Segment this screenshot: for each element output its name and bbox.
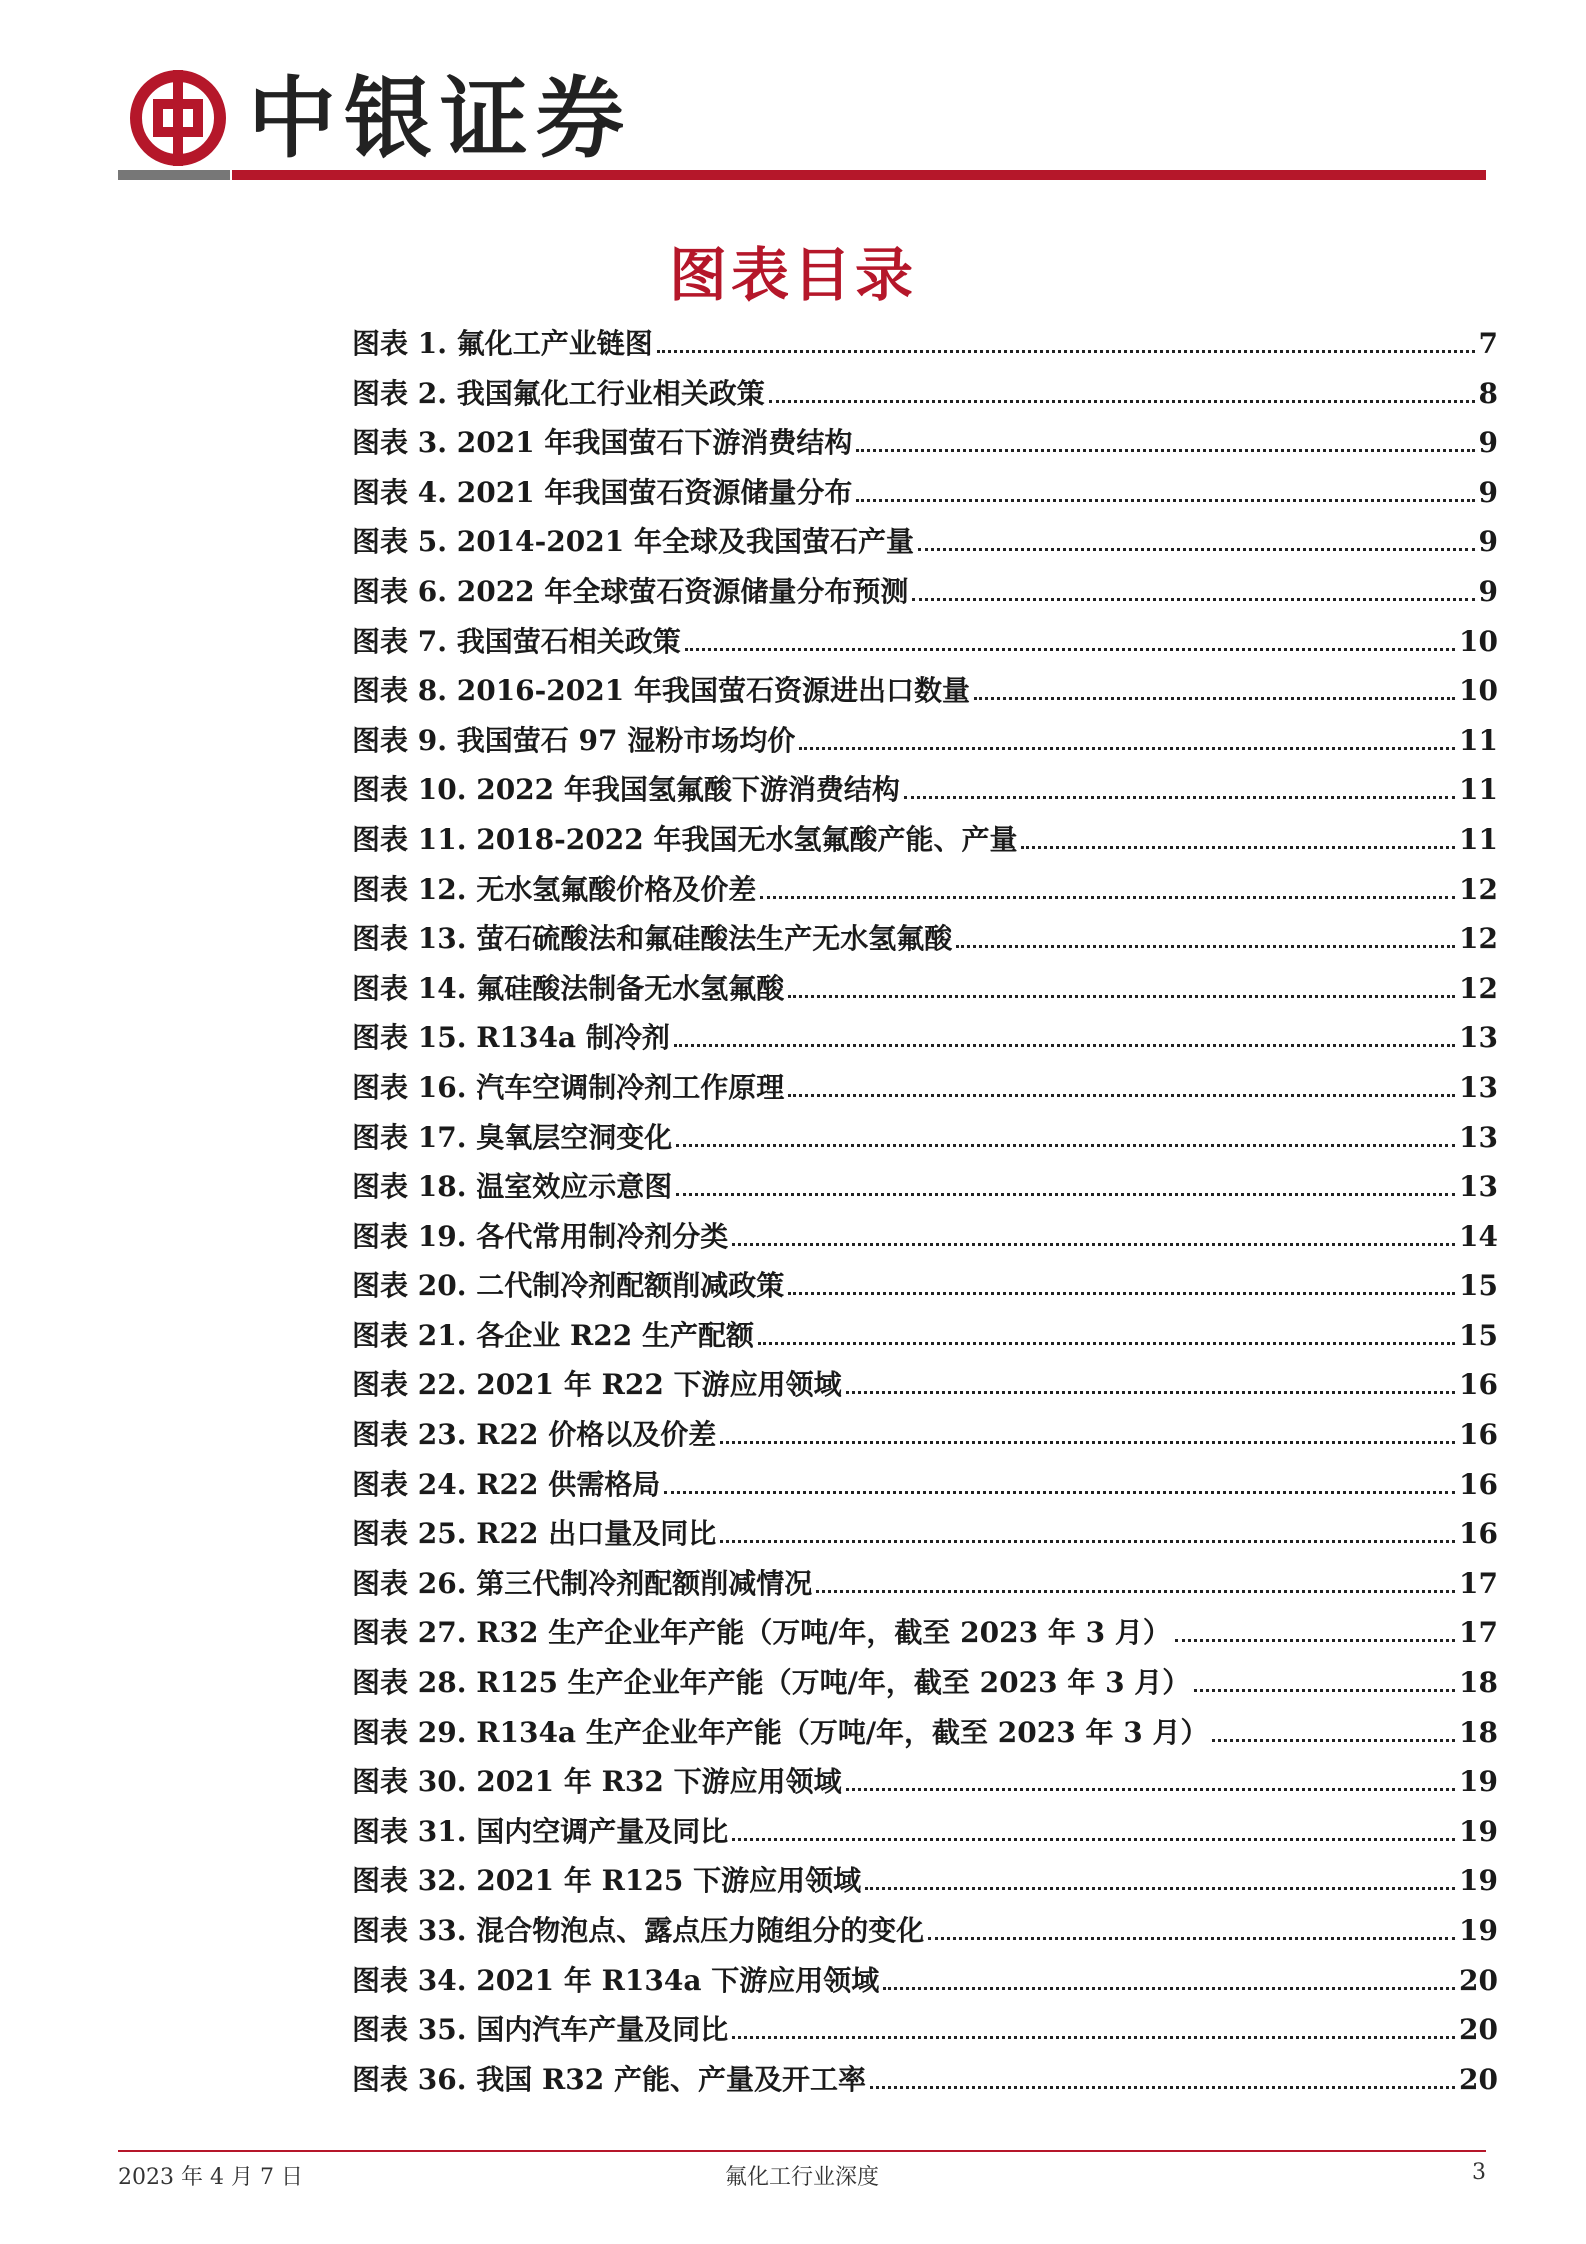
toc-leader-dots: [918, 548, 1475, 551]
toc-leader-dots: [720, 1540, 1455, 1543]
toc-entry-label: 图表 30. 2021 年 R32 下游应用领域: [352, 1765, 842, 1799]
toc-leader-dots: [1021, 846, 1455, 849]
toc-entry-label: 图表 14. 氟硅酸法制备无水氢氟酸: [352, 971, 785, 1005]
toc-entry[interactable]: [352, 471, 1498, 521]
toc-entry[interactable]: [352, 1562, 1498, 1612]
toc-entry-label: 图表 4. 2021 年我国萤石资源储量分布: [352, 475, 853, 509]
toc-entry-label: 图表 23. R22 价格以及价差: [352, 1418, 717, 1452]
header-rule-red: [232, 170, 1486, 180]
toc-entry-page: 17: [1459, 1566, 1498, 1600]
toc-entry[interactable]: [352, 1760, 1498, 1810]
toc-entry[interactable]: [352, 2058, 1498, 2108]
toc-leader-dots: [1212, 1739, 1455, 1742]
toc-entry-label: 图表 18. 温室效应示意图: [352, 1170, 673, 1204]
page-number: 3: [1472, 2160, 1486, 2185]
toc-leader-dots: [769, 400, 1475, 403]
toc-entry[interactable]: [352, 2008, 1498, 2058]
toc-entry[interactable]: [352, 669, 1498, 719]
toc-entry-label: 图表 22. 2021 年 R22 下游应用领域: [352, 1368, 842, 1402]
toc-leader-dots: [974, 697, 1455, 700]
toc-entry[interactable]: [352, 520, 1498, 570]
toc-entry-label: 图表 9. 我国萤石 97 湿粉市场均价: [352, 723, 796, 757]
toc-entry[interactable]: [352, 1611, 1498, 1661]
toc-entry-page: 13: [1459, 1170, 1498, 1204]
toc-entry-page: 16: [1459, 1418, 1498, 1452]
toc-entry-label: 图表 1. 氟化工产业链图: [352, 327, 653, 360]
toc-entry[interactable]: [352, 372, 1498, 422]
toc-entry-page: 19: [1459, 1814, 1498, 1848]
toc-leader-dots: [685, 648, 1455, 651]
toc-entry-label: 图表 20. 二代制冷剂配额削减政策: [352, 1269, 785, 1303]
toc-entry[interactable]: [352, 1909, 1498, 1959]
toc-entry-label: 图表 24. R22 供需格局: [352, 1467, 661, 1501]
report-date: 2023 年 4 月 7 日: [118, 2165, 303, 2190]
toc-leader-dots: [788, 995, 1455, 998]
toc-leader-dots: [760, 896, 1455, 899]
toc-entry-page: 12: [1459, 872, 1498, 906]
toc-entry-label: 图表 33. 混合物泡点、露点压力随组分的变化: [352, 1914, 925, 1947]
toc-leader-dots: [856, 449, 1474, 452]
toc-entry[interactable]: [352, 570, 1498, 620]
toc-entry[interactable]: [352, 1959, 1498, 2009]
toc-entry-label: 图表 35. 国内汽车产量及同比: [352, 2013, 729, 2047]
toc-entry[interactable]: [352, 1512, 1498, 1562]
toc-entry-page: 10: [1459, 624, 1498, 658]
toc-entry-page: 20: [1459, 2062, 1498, 2096]
toc-entry[interactable]: [352, 1165, 1498, 1215]
toc-entry-page: 16: [1459, 1368, 1498, 1402]
toc-entry[interactable]: [352, 620, 1498, 670]
toc-leader-dots: [657, 350, 1475, 353]
toc-leader-dots: [846, 1788, 1455, 1791]
toc-entry-page: 11: [1459, 822, 1498, 856]
toc-entry-page: 10: [1459, 674, 1498, 708]
bank-of-china-logo-icon: [128, 68, 228, 168]
toc-entry-page: 20: [1459, 2013, 1498, 2047]
toc-leader-dots: [846, 1391, 1455, 1394]
toc-leader-dots: [865, 1887, 1455, 1890]
toc-entry-page: 9: [1478, 426, 1498, 460]
footer-rule: [118, 2150, 1486, 2152]
toc-entry-label: 图表 16. 汽车空调制冷剂工作原理: [352, 1070, 785, 1104]
toc-entry[interactable]: [352, 1810, 1498, 1860]
toc-entry-label: 图表 27. R32 生产企业年产能（万吨/年，截至 2023 年 3 月）: [352, 1616, 1171, 1650]
toc-entry[interactable]: [352, 1661, 1498, 1711]
page-title: 图表目录: [668, 241, 917, 309]
toc-entry-page: 17: [1459, 1616, 1498, 1650]
toc-entry-page: 19: [1459, 1914, 1498, 1947]
toc-entry[interactable]: [352, 1463, 1498, 1513]
toc-entry-page: 13: [1459, 1070, 1498, 1104]
toc-entry-label: 图表 11. 2018-2022 年我国无水氢氟酸产能、产量: [352, 822, 1018, 856]
toc-entry[interactable]: [352, 1016, 1498, 1066]
toc-entry[interactable]: [352, 1116, 1498, 1166]
toc-leader-dots: [1175, 1639, 1455, 1642]
toc-entry[interactable]: [352, 768, 1498, 818]
table-of-contents: [352, 322, 1498, 2107]
toc-entry-page: 13: [1459, 1021, 1498, 1055]
toc-entry[interactable]: [352, 917, 1498, 967]
toc-entry-label: 图表 25. R22 出口量及同比: [352, 1517, 717, 1551]
toc-entry-page: 11: [1459, 773, 1498, 807]
toc-entry-label: 图表 19. 各代常用制冷剂分类: [352, 1219, 729, 1253]
toc-entry-label: 图表 21. 各企业 R22 生产配额: [352, 1318, 754, 1352]
toc-entry-page: 19: [1459, 1765, 1498, 1799]
toc-entry-page: 9: [1478, 574, 1498, 608]
toc-entry-page: 9: [1478, 525, 1498, 559]
toc-leader-dots: [732, 1838, 1455, 1841]
toc-entry-page: 8: [1478, 376, 1498, 410]
toc-entry-label: 图表 6. 2022 年全球萤石资源储量分布预测: [352, 574, 909, 608]
toc-leader-dots: [664, 1491, 1455, 1494]
toc-leader-dots: [912, 598, 1474, 601]
toc-entry[interactable]: [352, 967, 1498, 1017]
toc-entry-label: 图表 12. 无水氢氟酸价格及价差: [352, 872, 757, 906]
toc-entry[interactable]: [352, 1215, 1498, 1265]
toc-leader-dots: [928, 1937, 1455, 1940]
toc-entry-label: 图表 15. R134a 制冷剂: [352, 1021, 670, 1055]
page-header: [118, 54, 1486, 184]
toc-leader-dots: [883, 1987, 1455, 1990]
toc-entry-label: 图表 28. R125 生产企业年产能（万吨/年，截至 2023 年 3 月）: [352, 1666, 1191, 1700]
toc-entry-page: 18: [1459, 1666, 1498, 1700]
toc-leader-dots: [676, 1144, 1455, 1147]
toc-entry-page: 12: [1459, 922, 1498, 956]
toc-entry[interactable]: [352, 1859, 1498, 1909]
toc-entry-page: 18: [1459, 1715, 1498, 1749]
toc-entry[interactable]: [352, 421, 1498, 471]
toc-leader-dots: [816, 1590, 1455, 1593]
toc-entry[interactable]: [352, 322, 1498, 372]
toc-entry-page: 15: [1459, 1269, 1498, 1303]
toc-leader-dots: [1194, 1689, 1455, 1692]
toc-entry-label: 图表 32. 2021 年 R125 下游应用领域: [352, 1864, 862, 1898]
toc-entry-label: 图表 31. 国内空调产量及同比: [352, 1814, 729, 1848]
toc-entry[interactable]: [352, 1066, 1498, 1116]
toc-entry-label: 图表 7. 我国萤石相关政策: [352, 624, 681, 658]
toc-entry-label: 图表 3. 2021 年我国萤石下游消费结构: [352, 426, 853, 460]
toc-leader-dots: [676, 1193, 1455, 1196]
toc-entry[interactable]: [352, 719, 1498, 769]
toc-entry-page: 7: [1478, 327, 1498, 360]
toc-entry-page: 19: [1459, 1864, 1498, 1898]
toc-entry[interactable]: [352, 1314, 1498, 1364]
toc-leader-dots: [856, 499, 1474, 502]
toc-entry[interactable]: [352, 1711, 1498, 1761]
toc-entry[interactable]: [352, 818, 1498, 868]
report-topic: 氟化工行业深度: [724, 2165, 879, 2190]
toc-entry-page: 16: [1459, 1517, 1498, 1551]
header-rule-gray: [118, 170, 230, 180]
toc-leader-dots: [799, 747, 1455, 750]
toc-leader-dots: [956, 945, 1455, 948]
toc-leader-dots: [732, 1243, 1455, 1246]
toc-entry-label: 图表 26. 第三代制冷剂配额削减情况: [352, 1566, 813, 1600]
toc-entry-page: 15: [1459, 1318, 1498, 1352]
toc-leader-dots: [870, 2086, 1455, 2089]
toc-entry-page: 13: [1459, 1120, 1498, 1154]
toc-entry[interactable]: [352, 1264, 1498, 1314]
page-footer: [118, 2160, 1486, 2200]
toc-leader-dots: [904, 796, 1455, 799]
toc-entry-label: 图表 10. 2022 年我国氢氟酸下游消费结构: [352, 773, 900, 807]
toc-entry-page: 11: [1459, 723, 1498, 757]
toc-entry-label: 图表 36. 我国 R32 产能、产量及开工率: [352, 2062, 866, 2096]
toc-entry-page: 9: [1478, 475, 1498, 509]
toc-entry[interactable]: [352, 868, 1498, 918]
toc-entry[interactable]: [352, 1363, 1498, 1413]
toc-leader-dots: [758, 1342, 1455, 1345]
toc-entry-label: 图表 34. 2021 年 R134a 下游应用领域: [352, 1963, 880, 1997]
toc-leader-dots: [788, 1292, 1455, 1295]
toc-leader-dots: [674, 1044, 1455, 1047]
toc-leader-dots: [720, 1441, 1455, 1444]
toc-entry-label: 图表 29. R134a 生产企业年产能（万吨/年，截至 2023 年 3 月）: [352, 1715, 1209, 1749]
toc-entry-page: 14: [1459, 1219, 1498, 1253]
toc-entry-label: 图表 17. 臭氧层空洞变化: [352, 1120, 673, 1154]
toc-leader-dots: [788, 1094, 1455, 1097]
toc-entry-label: 图表 8. 2016-2021 年我国萤石资源进出口数量: [352, 674, 970, 708]
toc-leader-dots: [732, 2036, 1455, 2039]
toc-entry-label: 图表 2. 我国氟化工行业相关政策: [352, 376, 765, 410]
toc-entry-page: 16: [1459, 1467, 1498, 1501]
brand-name: 中银证券: [248, 67, 633, 170]
toc-entry[interactable]: [352, 1413, 1498, 1463]
toc-entry-page: 20: [1459, 1963, 1498, 1997]
toc-entry-label: 图表 5. 2014-2021 年全球及我国萤石产量: [352, 525, 914, 559]
toc-entry-label: 图表 13. 萤石硫酸法和氟硅酸法生产无水氢氟酸: [352, 922, 953, 956]
toc-entry-page: 12: [1459, 971, 1498, 1005]
